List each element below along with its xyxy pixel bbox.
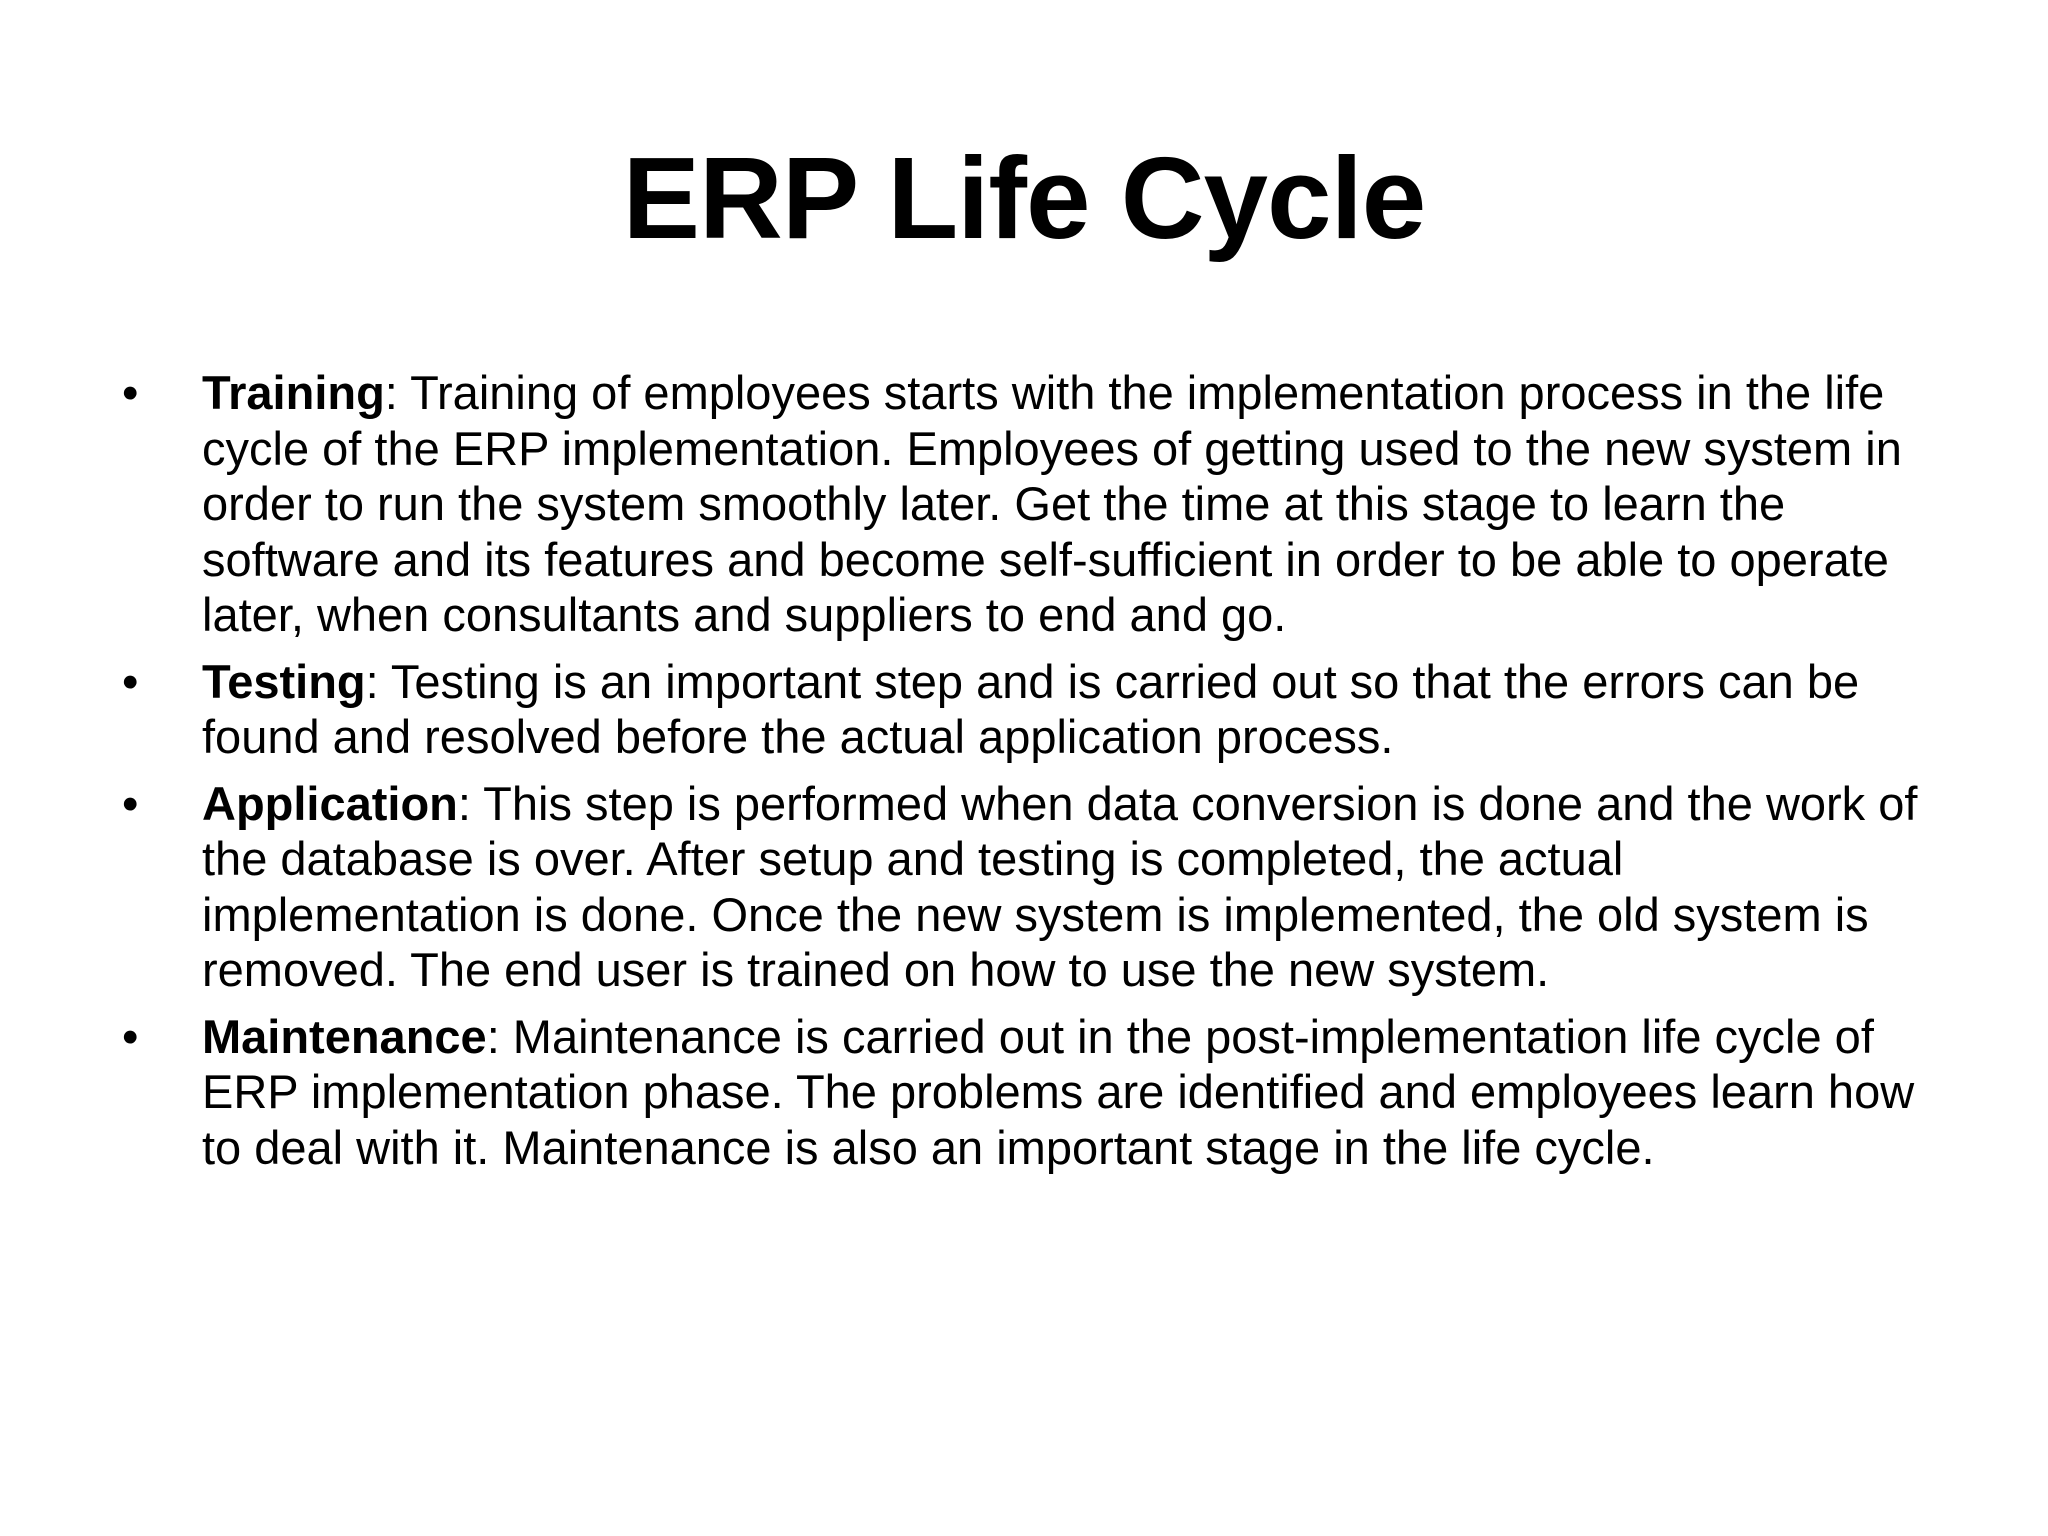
bullet-text: : Training of employees starts with the implementation process in the life cycle of the ERP implementation. Employees of getting used to the new system in order to run the system smoothly later. Get the time at this stage to learn the software and its features and become self-sufficient in order to be able to operate later, when consultants and suppliers to end and go. (202, 366, 1902, 641)
bullet-item-training (120, 365, 1950, 643)
bullet-list (120, 365, 1950, 1186)
bullet-term: Testing (202, 654, 366, 708)
bullet-dot-icon: • (122, 366, 139, 419)
bullet-dot-icon: • (122, 1009, 139, 1063)
bullet-text: : This step is performed when data conversion is done and the work of the database is over. After setup and testing is completed, the actual implementation is done. Once the new system is implemented, the old system is removed. The end user is trained on how to use the new system. (202, 776, 1918, 996)
bullet-item-application (120, 776, 1950, 998)
slide-title: ERP Life Cycle (622, 133, 1426, 263)
bullet-dot-icon: • (122, 654, 139, 708)
bullet-item-maintenance (120, 1009, 1950, 1176)
bullet-text: : Maintenance is carried out in the post-implementation life cycle of ERP implementation phase. The problems are identified and employees learn how to deal with it. Maintenance is also an important stage in the life cycle. (202, 1009, 1915, 1174)
bullet-term: Application (202, 776, 458, 830)
bullet-item-testing (120, 654, 1950, 765)
bullet-term: Maintenance (202, 1009, 487, 1063)
bullet-dot-icon: • (122, 776, 139, 830)
bullet-text: : Testing is an important step and is carried out so that the errors can be found and resolved before the actual application process. (202, 654, 1860, 763)
bullet-term: Training (202, 366, 385, 419)
